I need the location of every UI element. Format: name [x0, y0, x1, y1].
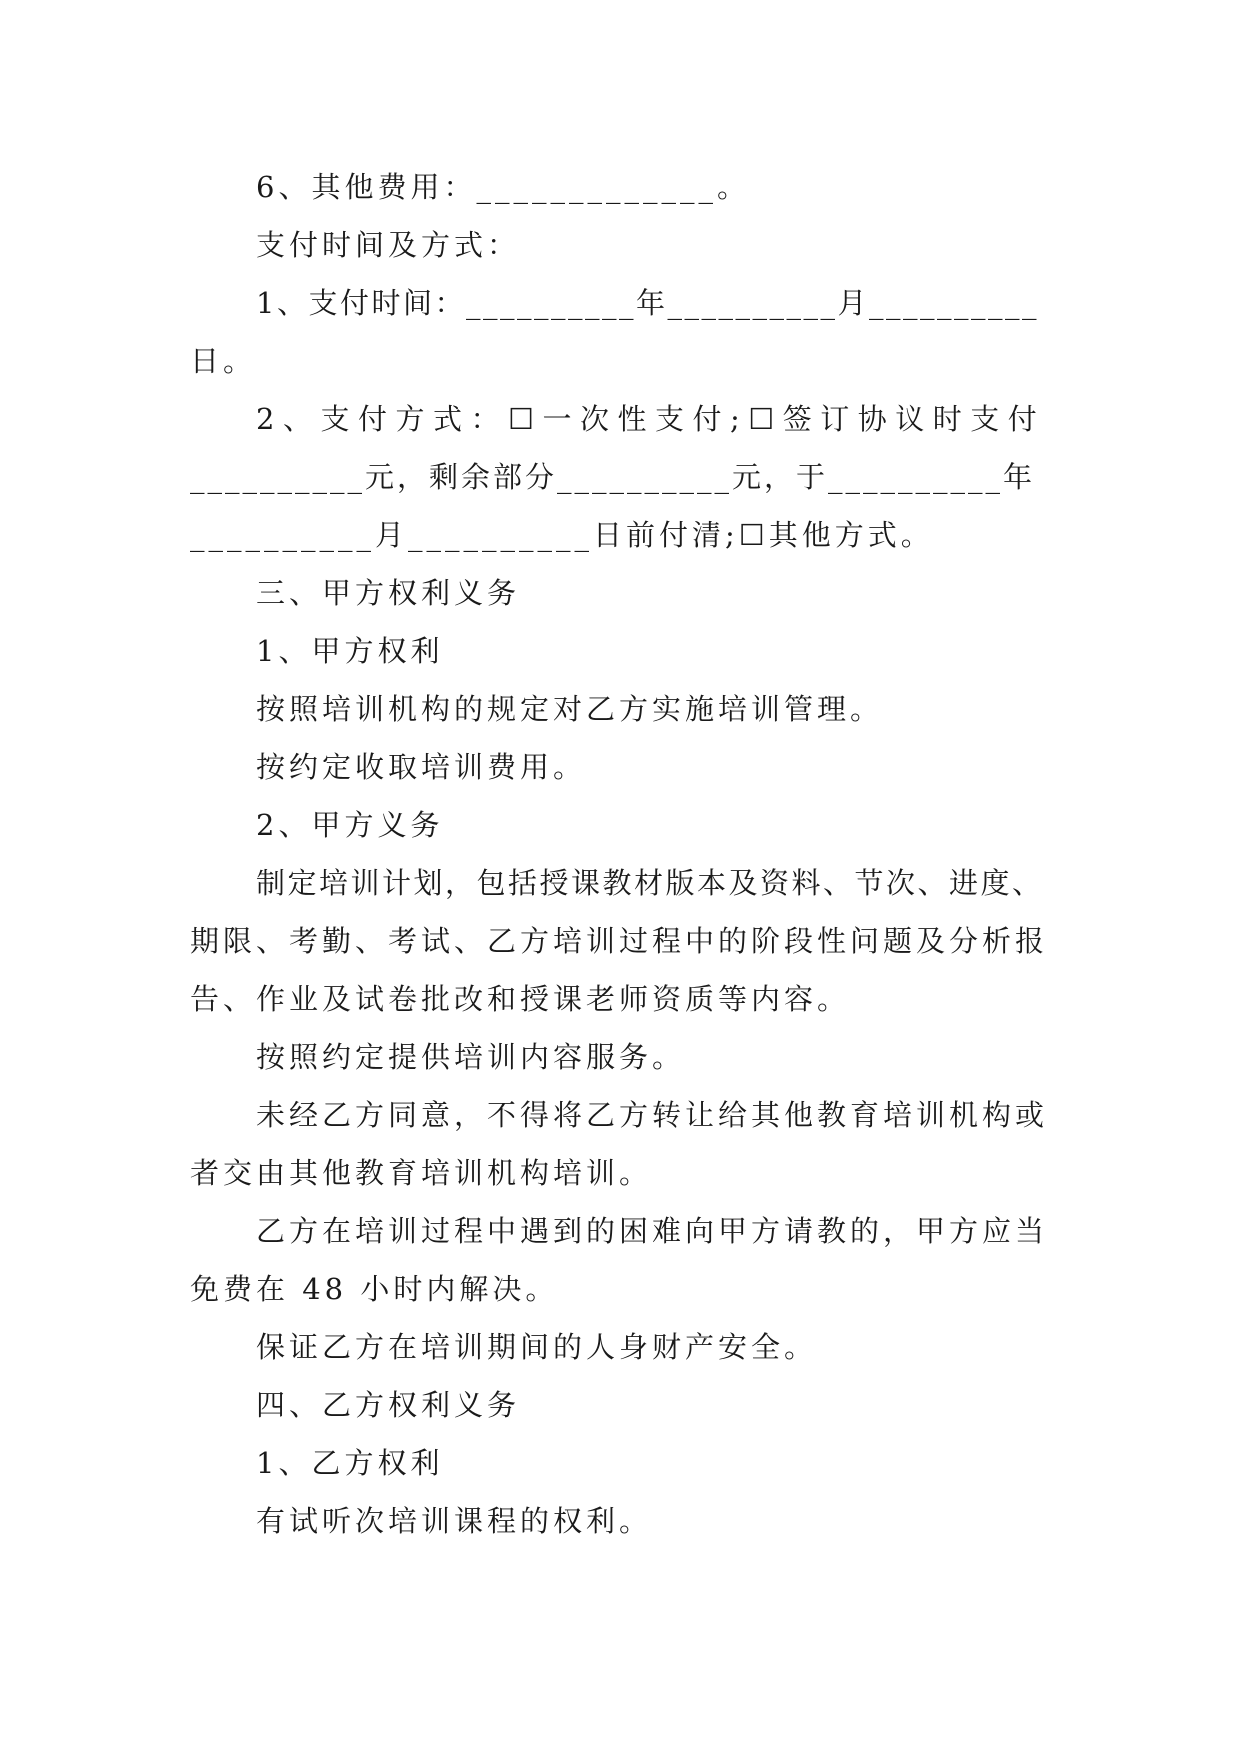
- text-line: 按照约定提供培训内容服务。: [256, 1040, 686, 1074]
- section-heading: 四、乙方权利义务: [256, 1388, 521, 1422]
- text-line: 6、其他费用：_____________。: [256, 170, 750, 204]
- text-line: __________月__________日前付清;☐其他方式。: [190, 518, 934, 552]
- text-line: 有试听次培训课程的权利。: [256, 1504, 653, 1538]
- text-line: 保证乙方在培训期间的人身财产安全。: [256, 1330, 818, 1364]
- text-line: 支付时间及方式：: [256, 228, 521, 262]
- section-heading: 三、甲方权利义务: [256, 576, 521, 610]
- text-line: 乙方在培训过程中遇到的困难向甲方请教的，甲方应当: [256, 1214, 1049, 1248]
- text-line: 制定培训计划，包括授课教材版本及资料、节次、进度、: [256, 866, 1044, 900]
- text-line: 1、乙方权利: [256, 1446, 444, 1480]
- text-line: 按照培训机构的规定对乙方实施培训管理。: [256, 692, 884, 726]
- text-line: 1、支付时间：__________年__________月__________: [256, 286, 1039, 320]
- text-line: 免费在 48 小时内解决。: [190, 1272, 559, 1306]
- text-line: 未经乙方同意，不得将乙方转让给其他教育培训机构或: [256, 1098, 1049, 1132]
- text-line: 者交由其他教育培训机构培训。: [190, 1156, 653, 1190]
- text-line: 按约定收取培训费用。: [256, 750, 587, 784]
- text-line: 期限、考勤、考试、乙方培训过程中的阶段性问题及分析报: [190, 924, 1049, 958]
- text-line: __________元，剩余部分__________元，于__________年: [190, 460, 1036, 494]
- text-line: 2、甲方义务: [256, 808, 444, 842]
- text-line: 2、支付方式：☐一次性支付;☐签订协议时支付: [256, 402, 1046, 436]
- text-line: 告、作业及试卷批改和授课老师资质等内容。: [190, 982, 851, 1016]
- text-line: 日。: [190, 344, 257, 378]
- text-line: 1、甲方权利: [256, 634, 444, 668]
